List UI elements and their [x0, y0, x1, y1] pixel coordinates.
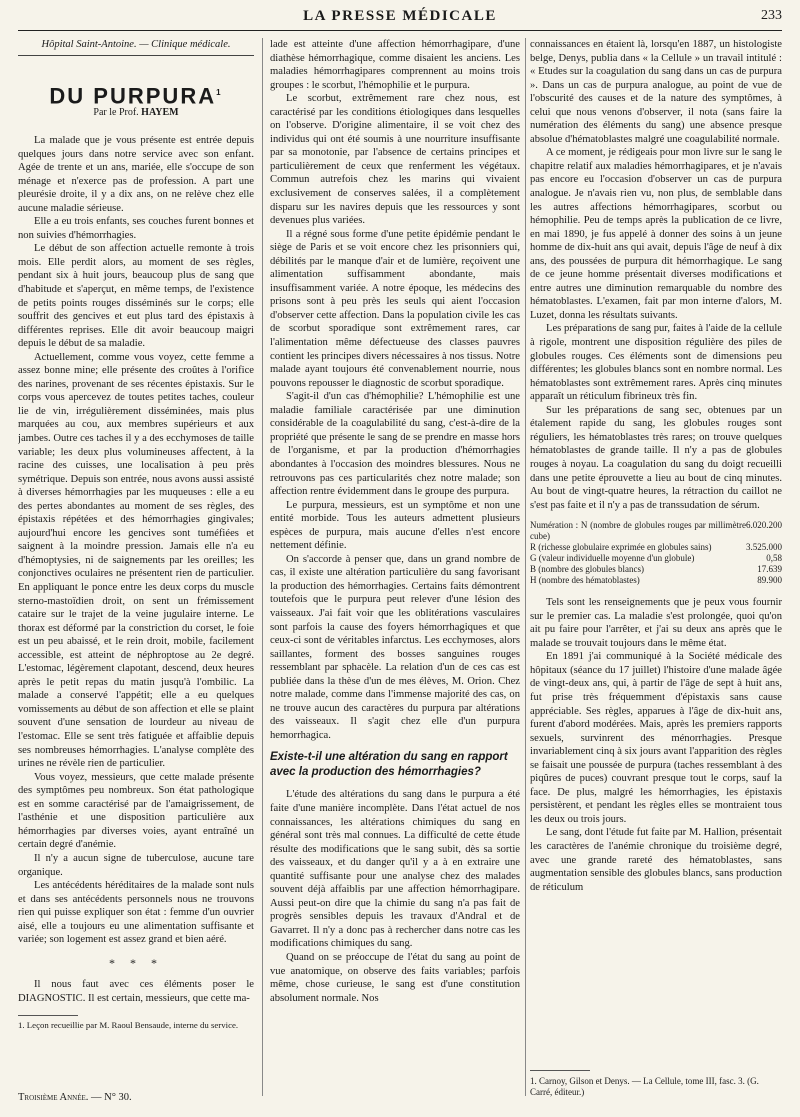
table-row — [530, 520, 782, 542]
author-line — [18, 106, 254, 120]
row-label: R (richesse globulaire exprimée en globules sains) — [530, 542, 712, 553]
row-value: 17.639 — [757, 564, 782, 575]
column-divider — [262, 38, 263, 1096]
paragraph: Les préparations de sang pur, faites à l'aide de la cellule à rigole, montrent une disposition régulière des piles de globules rouges. Ces éléments sont de dimensions peu différentes; les globules blancs sont en nombre normal. Les hématoblastes sont extrêmement rares. Après cinq minutes apparaît un réticulum fibrineux très fin. — [530, 323, 782, 403]
column-divider — [525, 38, 526, 1096]
footnote: 1. Leçon recueillie par M. Raoul Bensaude, interne du service. — [18, 1020, 239, 1031]
paragraph: Le purpura, messieurs, est un symptôme et non une entité morbide. Tous les auteurs admettent plusieurs espèces de purpura, mais aucune d'elles n'est encore nettement définie. — [270, 499, 520, 552]
paragraph: S'agit-il d'un cas d'hémophilie? L'hémophilie est une maladie familiale caractérisée par une diminution considérable de la coagulabilité du sang, c'est-à-dire de la propriété que présente le sang de se prendre en masse hors de l'organisme, et par la production d'hémorrhagies abondantes à l'occasion des moindres blessures. Nous ne retrouvons pas ces particularités chez notre malade; son affection rentre évidemment dans le groupe des purpura. — [270, 391, 520, 498]
paragraph: Le sang, dont l'étude fut faite par M. Hallion, présentait les caractères de l'anémie chronique du troisième degré, avec une grande rareté des hématoblastes, sans augmentation sensible des globules blancs, sans production de réticulum — [530, 827, 782, 893]
section-heading: Existe-t-il une altération du sang en rapport avec la production des hémorrhagies? — [270, 751, 508, 779]
row-label: B (nombre des globules blancs) — [530, 564, 644, 575]
row-value: 3.525.000 — [746, 542, 782, 553]
paragraph: En 1891 j'ai communiqué à la Société médicale des hôpitaux (séance du 17 juillet) l'histoire d'une malade âgée de vingt-deux ans, qui, à partir de l'âge de sept à huit ans, fut prise très fréquemment d'épistaxis sans cause appréciable. Ses règles, apparues à l'âge de dix-huit ans, furent d'abord modérées. Mais, après les premiers rapports sexuels, survinrent des ménorrhagies. Presque invariablement cinq à six jours avant l'apparition des règles se faisait une poussée de purpura (taches ressemblant à des piqûres de puces) couvrant presque tout le corps, sauf la face. De plus, malgré les hémorrhagies, les épistaxis persistèrent, et pendant les règles elles se montraient tous les deux ou trois jours. — [530, 651, 782, 825]
table-row — [530, 542, 782, 553]
journal-title: LA PRESSE MÉDICALE — [303, 8, 497, 24]
row-value: 89.900 — [757, 575, 782, 586]
paragraph: lade est atteinte d'une affection hémorrhagipare, d'une diathèse hémorrhagique, comme disaient les anciens. Les maladies hémorrhagipares comprennent au moins trois groupes : le scorbut, l'hémophilie et le purpura. — [270, 39, 520, 91]
column-1 — [18, 38, 254, 1110]
article-title-text: DU PURPURA — [49, 82, 217, 108]
page-header — [18, 8, 782, 31]
paragraph: On s'accorde à penser que, dans un grand nombre de cas, il existe une altération particulière du sang favorisant la production des hémorrhagies. Certains faits démontrent toutefois que le purpura peut relever d'une lésion des vaisseaux. J'ai fait voir que les oblitérations vasculaires sont parfois la cause des foyers hémorrhagiques et que ceux-ci sont de véritables infarctus. Les ecchymoses, alors saillantes, forment des bosses sanguines rouges ressemblant par sphacèle. La relation d'un de ces cas est publiée dans la thèse d'un de mes élèves, M. Orion. Chez notre malade, comme dans l'immense majorité des cas, on ne trouve aucun des caractères du purpura par altérations des vaisseaux. Il s'agit chez elle d'un purpura hemorrhagica. — [270, 553, 520, 741]
row-label: Numération : N (nombre de globules rouges par millimètre cube) — [530, 520, 746, 542]
paragraph: Le scorbut, extrêmement rare chez nous, est caractérisé par les conditions étiologiques dans lesquelles on l'observe. D'origine alimentaire, il se voit chez des individus qui ont été soumis à une nourriture insuffisante par sa monotonie, par l'absence de certains principes et particulièrement de ceux que renferment les végétaux. Commun autrefois chez les marins qui vivaient exclusivement de conserves salées, il a complètement disparu sur les navires depuis que les ressources y sont devenues plus variées. — [270, 93, 520, 227]
paragraph: Elle a eu trois enfants, ses couches furent bonnes et non suivies d'hémorrhagies. — [18, 216, 254, 241]
footnote: 1. Carnoy, Gilson et Denys. — La Cellule, tome III, fasc. 3. (G. Carré, éditeur.) — [530, 1076, 759, 1097]
paragraph: Sur les préparations de sang sec, obtenues par un étalement rapide du sang, les globules rouges sont réguliers, les hématoblastes très rares; on trouve quelques hématoblastes de grande taille. Il n'y a pas de globules rouges à noyau. La coagulation du sang du doigt recueilli dans une petite éprouvette a lieu au bout de cinq minutes. Au bout de vingt-quatre heures, la rétraction du caillot ne s'est pas faite et il n'y a pas de transsudation de sérum. — [530, 404, 782, 511]
row-label: H (nombre des hématoblastes) — [530, 575, 640, 586]
paragraph: Il nous faut avec ces éléments poser le DIAGNOSTIC. Il est certain, messieurs, que cette ma- — [18, 979, 254, 1004]
title-footnote-marker: 1 — [216, 87, 223, 97]
paragraph: connaissances en étaient là, lorsqu'en 1887, un histologiste belge, Denys, publia dans « la Cellule » un travail intitulé : « Etudes sur la coagulation du sang dans un cas de purpura ». Dans un cas de purpura analogue, au point de vue de l'obscurité des causes et de la nature des symptômes, à celui que nous venons d'observer, il nota (sans faire la numération des éléments du sang) une absence presque absolue d'hématoblastes malgré une coagulabilité normale. — [530, 39, 782, 145]
section-separator: * * * — [109, 955, 163, 970]
hospital-line: Hôpital Saint-Antoine. — Clinique médicale. — [18, 38, 254, 56]
paragraph: Tels sont les renseignements que je peux vous fournir sur le premier cas. La maladie s'est prolongée, quoi qu'on ait pu faire pour l'arrêter, et j'ai su deux ans après que le malade se trouvait toujours dans le même état. — [530, 597, 782, 649]
issue-line: Troisième Année. — N° 30. — [18, 1092, 132, 1103]
page-number: 233 — [761, 8, 782, 23]
footnote-rule — [18, 1015, 78, 1016]
paragraph: Le début de son affection actuelle remonte à trois mois. Elle perdit alors, au moment de ses règles, pendant six à huit jours, beaucoup plus de sang que d'habitude et s'aperçut, en même temps, de l'existence de petits points rouges disséminés sur le corps; elle souffrit des gencives et eut plus tard des épistaxis à différentes reprises. Elle dit avoir beaucoup maigri depuis le début de sa maladie. — [18, 243, 254, 350]
row-label: G (valeur individuelle moyenne d'un globule) — [530, 553, 695, 564]
article-title — [18, 82, 254, 108]
table-row — [530, 575, 782, 586]
paragraph: Il a régné sous forme d'une petite épidémie pendant le siège de Paris et se voit encore chez les prisonniers qui, débilités par le manque d'air et de lumière, reçoivent une alimentation suffisamment abondante, mais insuffisamment variée. A notre époque, les médecins des prisons sont à peu près les seuls qui aient l'occasion d'observer cette affection. Dans la population civile les cas de scorbut sporadique sont extrêmement rares, car l'alimentation même défectueuse des classes pauvres contient les principes divers nécessaires à nos tissus. Notre malade ayant toujours été convenablement nourrie, nous pouvons repousser le diagnostic de scorbut sporadique. — [270, 228, 520, 389]
author-name: HAYEM — [141, 107, 179, 119]
paragraph: Actuellement, comme vous voyez, cette femme a assez bonne mine; elle présente des croûtes à l'orifice des narines, provenant de ses récentes épistaxis. Sur le corps vous apercevez de toutes petites taches, couleur lie de vin, irrégulièrement disséminées, mais plus marquées au cou, aux membres supérieurs et aux jambes. Outre ces taches il y a des ecchymoses de taille variable; les deux plus volumineuses affectent, à la racine des cuisses, une localisation à peu près symétrique. Depuis son entrée, nous avons aussi assisté à diverses hémorrhagies par les muqueuses : elle a eu des pertes abondantes au moment de ses règles, des épistaxis répétées et des hémorrhagies gingivales; aujourd'hui encore les gencives sont tuméfiées et saignent à la moindre pression. Jamais elle n'a eu d'hémoptysies, ni de saignements par les oreilles; les conjonctives oculaires ne présentent rien de particulier. En appliquant le ponce entre les deux corps du muscle sterno-mastoïdien droit, on sent un frémissement cataire sur le trajet de la veine jugulaire interne. Le thorax est déformé par la constriction du corset, le foie est un peu abaissé, et le rein droit, mobile, facilement accessible, est atteint de néphroptose au 2e degré. L'estomac, légèrement clapotant, descend, deux heures après le petit repas du matin jusqu'à l'ombilic. La malade a conservé l'appétit; elle a eu quelques vomissements au début de son affection et elle se plaint souvent d'une sensation de lourdeur au niveau de l'estomac. Elle se sent très fatiguée et affaiblie depuis ses nombreuses hémorrhagies. L'analyse complète des urines ne révèle rien de particulier. — [18, 351, 254, 770]
table-row — [530, 553, 782, 564]
paragraph: Quand on se préoccupe de l'état du sang au point de vue anatomique, on observe des faits variables; parfois même, chose curieuse, le sang est d'une constitution absolument normale. Nos — [270, 952, 520, 1004]
paragraph: La malade que je vous présente est entrée depuis quelques jours dans notre service avec son enfant. Agée de trente et un ans, mariée, elle s'occupe de son ménage et n'exerce pas de profession. A part une pleurésie droite, il y a dix ans, on ne relève chez elle aucune maladie sérieuse. — [18, 134, 254, 214]
table-row — [530, 564, 782, 575]
row-value: 6.020.200 — [746, 520, 782, 531]
paragraph: A ce moment, je rédigeais pour mon livre sur le sang le chapitre relatif aux maladies hémorrhagipares, et je n'avais pas encore eu l'occasion d'observer un cas de purpura analogue. Je n'avais rien vu, non plus, de semblable dans les autres affections hémorrhagipares, scorbut ou hémophilie. Peu de temps après la publication de ce livre, en mai 1890, je fus appelé à donner des soins à un jeune homme de dix-huit ans qui avait, depuis l'âge de neuf à dix ans, des poussées de purpura dit hémorrhagique. Le sang de ce jeune homme présentait diverses modifications et entre autres une diminution remarquable du nombre des hématoblastes. L'examen, fait par mon interne d'alors, M. Luzet, donna les résultats suivants. — [530, 147, 782, 321]
row-value: 0,58 — [766, 553, 782, 564]
blood-count-table — [530, 520, 782, 586]
paragraph: L'étude des altérations du sang dans le purpura a été faite d'une manière incomplète. Dans l'état actuel de nos connaissances, les altérations chimiques du sang en général sont très mal connues. La difficulté de cette étude résulte des modifications que le sang subit, dès sa sortie des vaisseaux, et du danger qu'il y a à en extraire une quantité suffisante pour une analyse chez des malades souvent déjà affaiblis par une affection hémorrhagipare. Aussi peut-on dire que la chimie du sang n'a pas fait de progrès sensibles depuis les travaux d'Andral et de Gavarret. Il n'y a donc pas à rechercher dans notre cas les modifications chimiques du sang. — [270, 789, 520, 950]
column-3 — [530, 38, 782, 1070]
paragraph: Il n'y a aucun signe de tuberculose, aucune tare organique. — [18, 852, 254, 878]
footnote-rule — [530, 1070, 590, 1071]
author-prefix: Par le Prof. — [93, 107, 139, 119]
paragraph: Les antécédents héréditaires de la malade sont nuls et dans ses antécédents personnels nous ne trouvons rien qui puisse expliquer son état : femme d'un ouvrier aisé, elle a toujours eu une alimentation suffisante et variée; son logement est assez grand et bien aéré. — [18, 880, 254, 946]
column-2 — [270, 38, 520, 1070]
paragraph: Vous voyez, messieurs, que cette malade présente des symptômes peu nombreux. Son état pathologique est en somme caractérisé par de l'amaigrissement, de l'asthénie et une disposition particulière aux hémorrhagies par diverses voies, ayant entraîné un certain degré d'anémie. — [18, 771, 254, 851]
